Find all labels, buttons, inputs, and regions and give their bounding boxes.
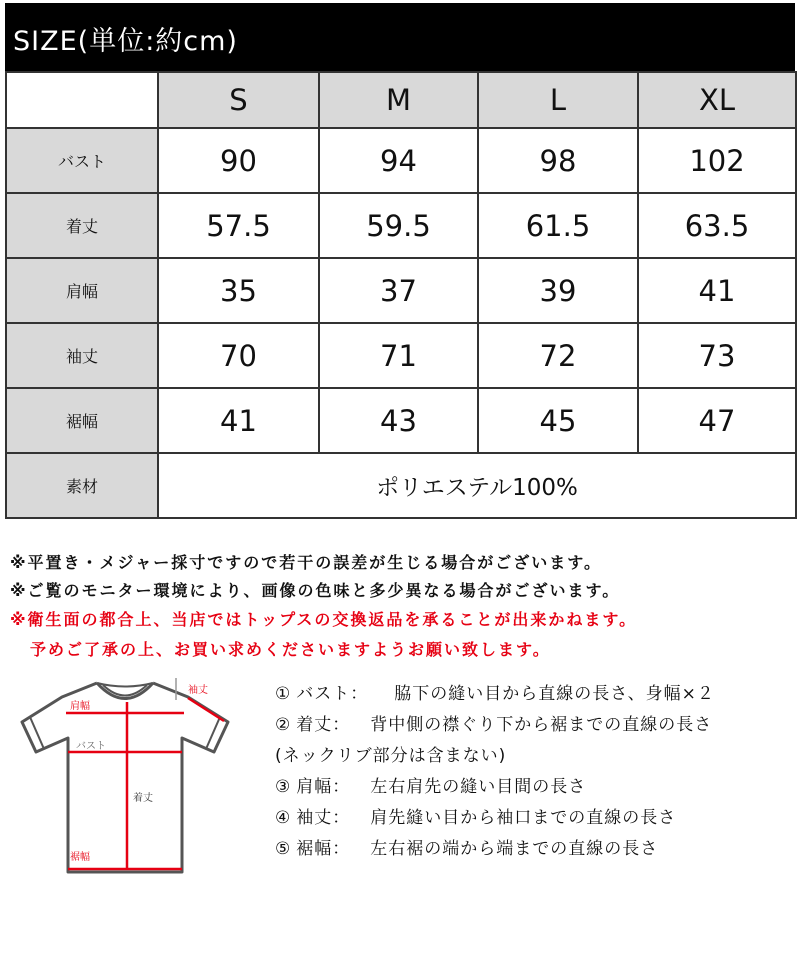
tshirt-outline xyxy=(22,683,228,872)
table-cell: 98 xyxy=(478,128,638,193)
size-header-bar xyxy=(5,3,795,71)
table-cell: 57.5 xyxy=(158,193,319,258)
table-row-bust xyxy=(6,128,796,193)
table-cell: 90 xyxy=(158,128,319,193)
measure-number: ② xyxy=(275,715,291,735)
measure-number: ① xyxy=(275,684,291,704)
table-cell: 43 xyxy=(319,388,478,453)
row-label: 袖丈 xyxy=(6,323,158,388)
size-table xyxy=(5,71,797,519)
material-value: ポリエステル100% xyxy=(158,453,796,518)
note-measurement-error: ※平置き・メジャー採寸ですので若干の誤差が生じる場合がございます。 xyxy=(10,553,602,572)
row-label: 肩幅 xyxy=(6,258,158,323)
measure-label: 裾幅： xyxy=(296,839,351,859)
size-header-row xyxy=(6,72,796,128)
table-cell: 63.5 xyxy=(638,193,796,258)
table-cell: 102 xyxy=(638,128,796,193)
table-cell: 35 xyxy=(158,258,319,323)
size-header-s: S xyxy=(158,72,319,128)
row-label: 素材 xyxy=(6,453,158,518)
row-label: 着丈 xyxy=(6,193,158,258)
diagram-label-length: 着丈 xyxy=(133,793,153,804)
measure-item-hem xyxy=(275,838,795,869)
measure-label: 肩幅： xyxy=(296,777,351,797)
row-label: バスト xyxy=(6,128,158,193)
diagram-label-hem: 裾幅 xyxy=(70,852,90,863)
size-header-l: L xyxy=(478,72,638,128)
diagram-label-bust: バスト xyxy=(76,741,106,752)
table-row-material xyxy=(6,453,796,518)
measure-label: 着丈： xyxy=(296,715,351,735)
table-row-hem xyxy=(6,388,796,453)
measure-description: 肩先縫い目から袖口までの直線の長さ xyxy=(370,808,677,828)
table-cell: 71 xyxy=(319,323,478,388)
measure-item-shoulder xyxy=(275,776,795,807)
diagram-label-shoulder: 肩幅 xyxy=(70,701,90,712)
size-chart-title: SIZE(単位:約cm) xyxy=(13,26,238,57)
note-color-difference: ※ご覧のモニター環境により、画像の色味と多少異なる場合がございます。 xyxy=(10,581,621,600)
sleeve-measure-line xyxy=(188,698,224,721)
table-cell: 72 xyxy=(478,323,638,388)
measure-description: 背中側の襟ぐり下から裾までの直線の長さ xyxy=(370,715,713,735)
table-cell: 59.5 xyxy=(319,193,478,258)
measure-description: 左右肩先の縫い目間の長さ xyxy=(370,777,587,797)
table-corner-cell xyxy=(6,72,158,128)
table-cell: 73 xyxy=(638,323,796,388)
measurement-list xyxy=(275,683,795,869)
measure-number: ③ xyxy=(275,777,291,797)
table-row-length xyxy=(6,193,796,258)
measure-label: 袖丈： xyxy=(296,808,351,828)
table-cell: 41 xyxy=(638,258,796,323)
measure-description: 左右裾の端から端までの直線の長さ xyxy=(370,839,659,859)
note-return-confirm: 予めご了承の上、お買い求めくださいますようお願い致します。 xyxy=(30,640,551,659)
row-label: 裾幅 xyxy=(6,388,158,453)
table-cell: 61.5 xyxy=(478,193,638,258)
size-header-m: M xyxy=(319,72,478,128)
measure-number: ④ xyxy=(275,808,291,828)
tshirt-diagram xyxy=(0,670,250,880)
diagram-label-sleeve: 袖丈 xyxy=(188,685,208,696)
table-row-shoulder xyxy=(6,258,796,323)
table-cell: 45 xyxy=(478,388,638,453)
table-cell: 41 xyxy=(158,388,319,453)
note-no-returns: ※衛生面の都合上、当店ではトップスの交換返品を承ることが出来かねます。 xyxy=(10,610,638,629)
table-cell: 39 xyxy=(478,258,638,323)
table-cell: 70 xyxy=(158,323,319,388)
table-cell: 94 xyxy=(319,128,478,193)
measure-description: 脇下の縫い目から直線の長さ、身幅×２ xyxy=(394,684,715,704)
size-header-xl: XL xyxy=(638,72,796,128)
table-cell: 37 xyxy=(319,258,478,323)
measure-note: (ネックリブ部分は含まない) xyxy=(275,746,507,766)
measure-length-note xyxy=(275,745,795,776)
measure-label: バスト： xyxy=(296,684,369,704)
measure-item-sleeve xyxy=(275,807,795,838)
table-row-sleeve xyxy=(6,323,796,388)
table-cell: 47 xyxy=(638,388,796,453)
measure-item-length xyxy=(275,714,795,745)
measure-item-bust xyxy=(275,683,795,714)
measure-number: ⑤ xyxy=(275,839,291,859)
